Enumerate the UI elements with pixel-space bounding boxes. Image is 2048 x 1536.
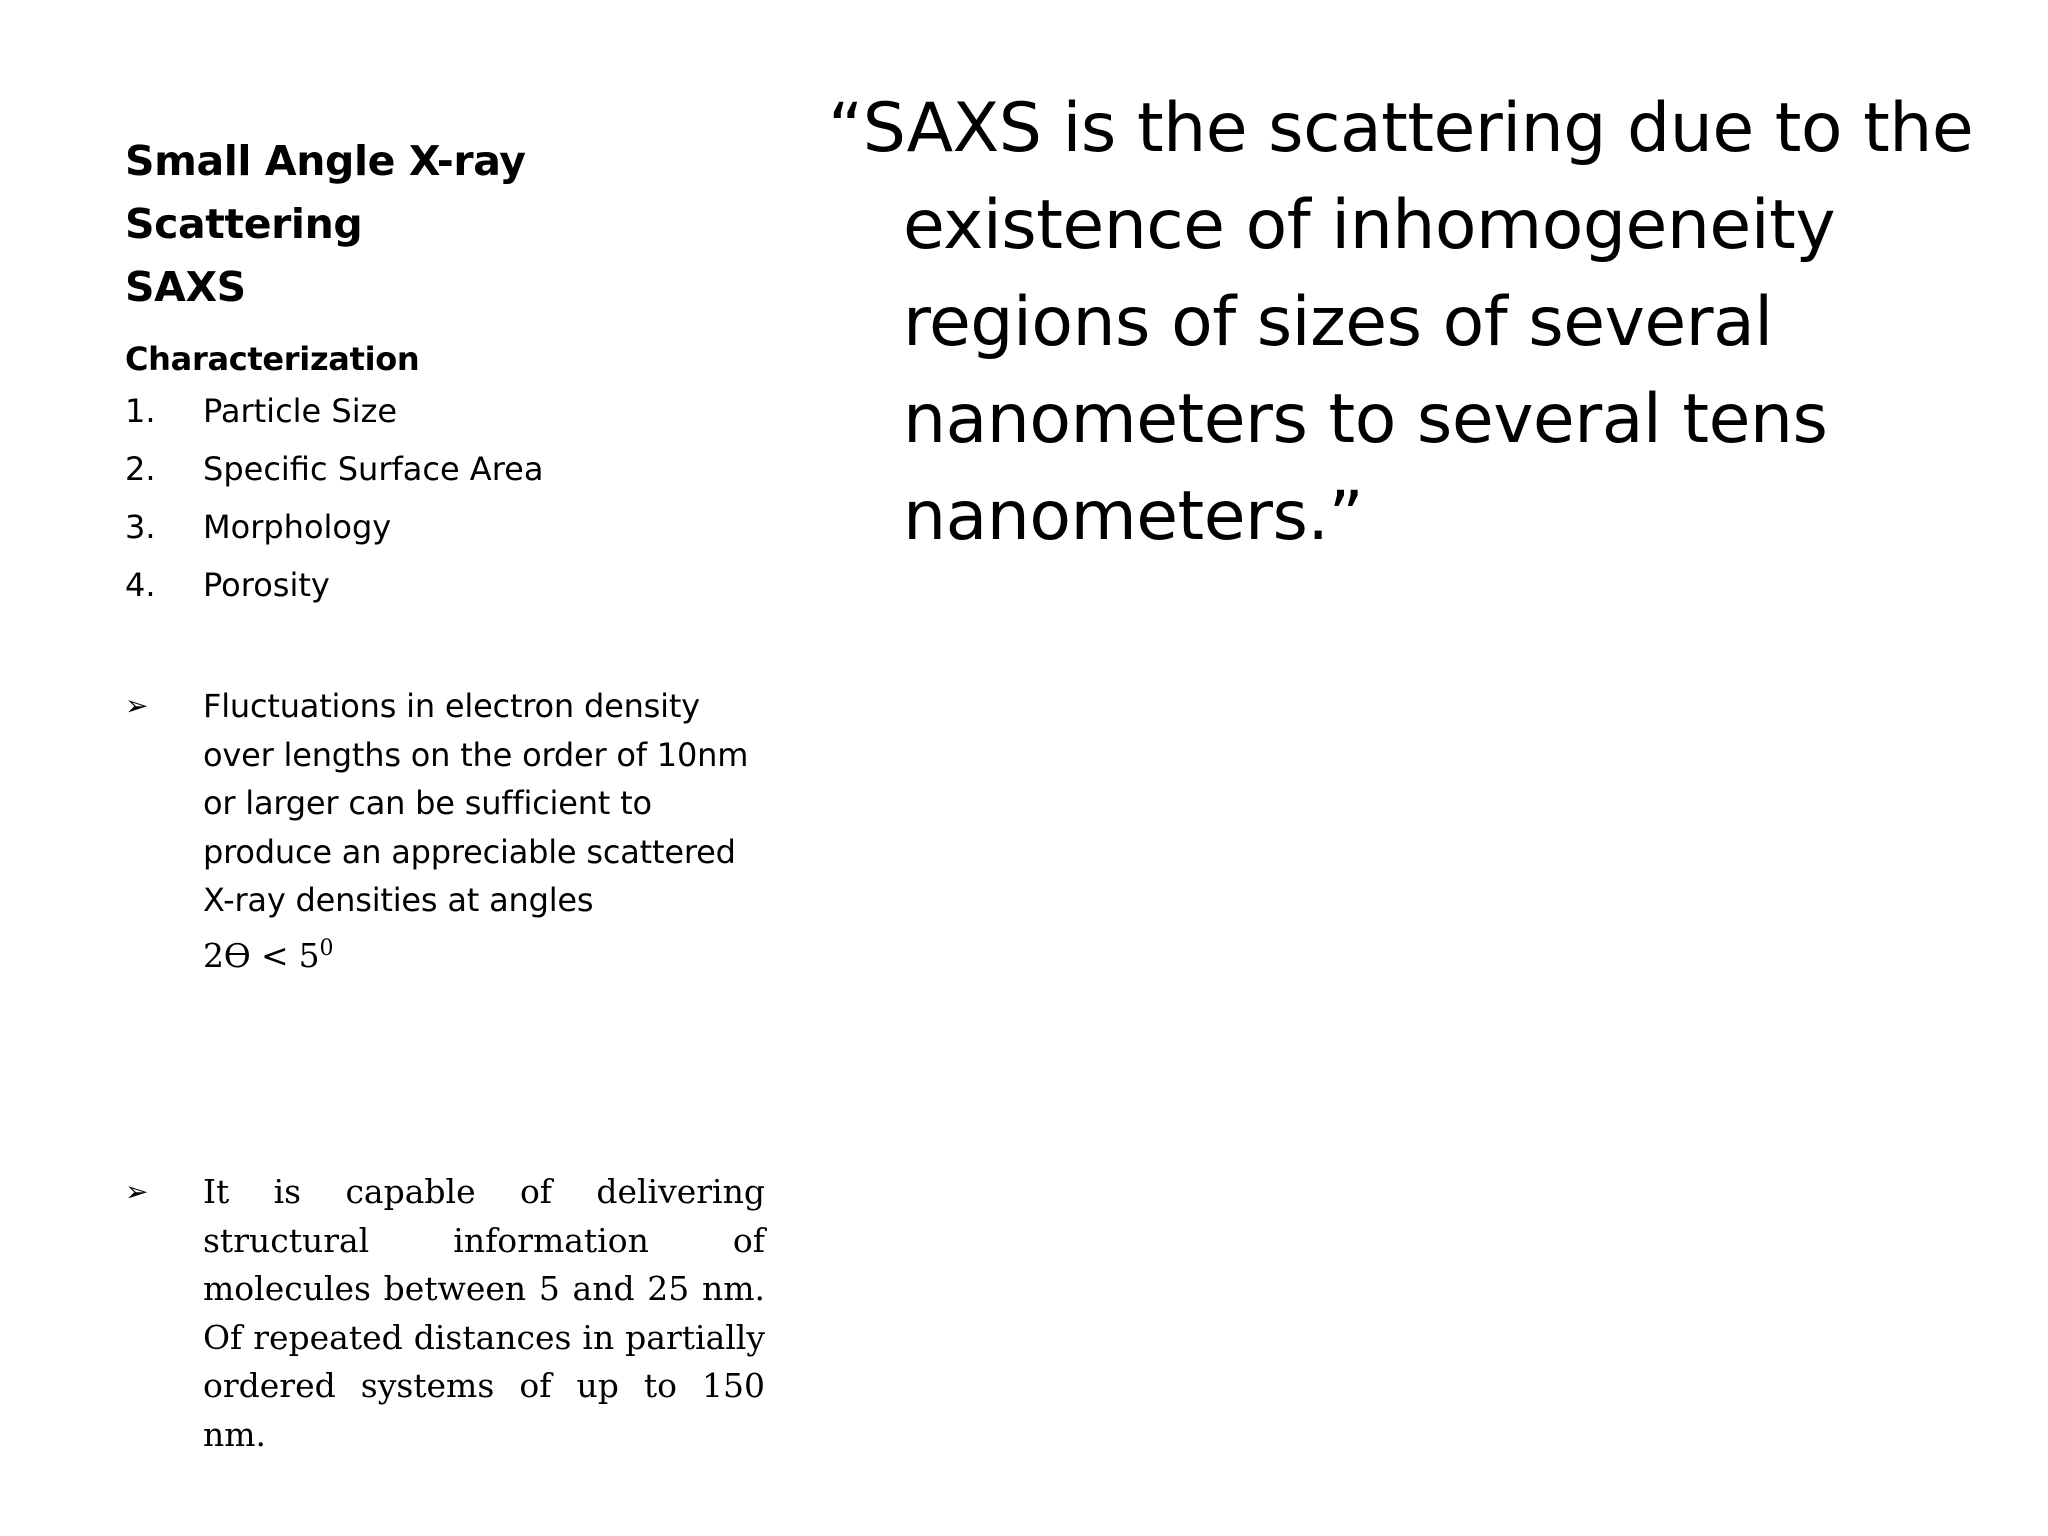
saxs-definition-quote: “SAXS is the scattering due to the existence of inhomogeneity regions of sizes of several nanometers to several tens nanometers.” <box>828 89 1974 556</box>
list-label: Porosity <box>203 566 330 604</box>
bullet-body: Fluctuations in electron density over lengths on the order of 10nm or larger can be sufficient to produce an appreciable scattered X-ray densities at angles <box>203 687 749 919</box>
list-number: 3. <box>125 508 156 546</box>
bullet-text <box>203 682 765 980</box>
arrow-bullet-icon: ➢ <box>125 1175 149 1208</box>
characterization-list <box>125 392 543 624</box>
list-number: 2. <box>125 450 156 488</box>
list-label: Morphology <box>203 508 392 546</box>
angle-formula <box>203 936 333 975</box>
bullet-structural-info <box>125 1168 765 1459</box>
formula-superscript: 0 <box>319 935 334 961</box>
left-column <box>125 130 765 1454</box>
characterization-heading: Characterization <box>125 340 420 378</box>
title-line-1: Small Angle X-ray Scattering <box>125 137 526 248</box>
bullet-text: It is capable of delivering structural information of molecules between 5 and 25 nm. Of repeated distances in partially ordered systems of up to 150 nm. <box>203 1172 765 1454</box>
list-label: Specific Surface Area <box>203 450 544 488</box>
slide-title <box>125 130 765 319</box>
title-line-2: SAXS <box>125 263 246 311</box>
bullet-electron-density <box>125 682 765 980</box>
list-item <box>125 450 543 508</box>
list-item <box>125 508 543 566</box>
list-number: 1. <box>125 392 156 430</box>
formula-base: 2ϴ < 5 <box>203 935 320 975</box>
list-item <box>125 392 543 450</box>
list-label: Particle Size <box>203 392 398 430</box>
arrow-bullet-icon: ➢ <box>125 689 149 722</box>
list-item <box>125 566 543 624</box>
list-number: 4. <box>125 566 156 604</box>
